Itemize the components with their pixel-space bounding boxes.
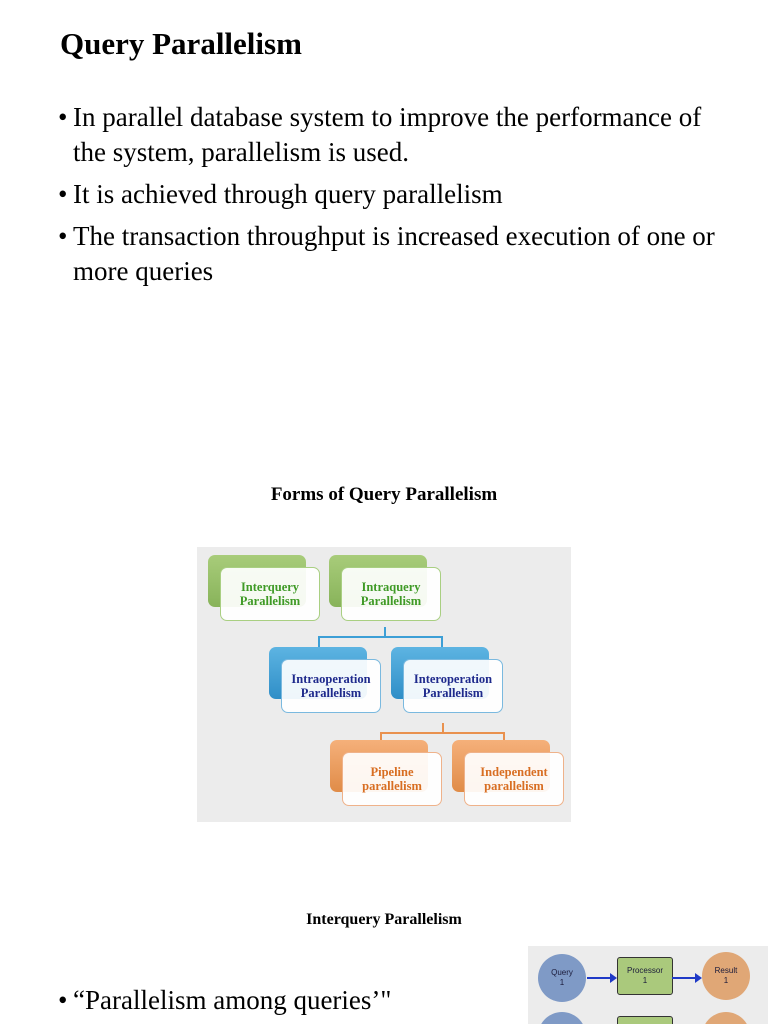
bullet-item bbox=[58, 100, 738, 170]
pipeline-node bbox=[330, 740, 442, 806]
section-caption: Interquery Parallelism bbox=[306, 911, 462, 928]
query-node bbox=[538, 954, 586, 1002]
result-number: 1 bbox=[723, 976, 729, 985]
interoperation-label: Interoperation Parallelism bbox=[403, 659, 503, 713]
result-node-partial bbox=[702, 1012, 750, 1024]
bullet-text: In parallel database system to improve the performance of the system, parallelism is used. bbox=[73, 102, 702, 167]
bullet-text: The transaction throughput is increased execution of one or more queries bbox=[73, 221, 715, 286]
independent-node bbox=[452, 740, 564, 806]
connector-line bbox=[384, 627, 386, 637]
parallelism-diagram bbox=[197, 547, 571, 822]
interquery-node bbox=[208, 555, 320, 621]
intraquery-node bbox=[329, 555, 441, 621]
result-node bbox=[702, 952, 750, 1000]
bullet-icon: • bbox=[58, 179, 68, 209]
processor-label: Processor bbox=[626, 966, 663, 975]
interquery-figure bbox=[528, 946, 768, 1024]
processor-node-partial bbox=[617, 1016, 673, 1024]
independent-label: Independent parallelism bbox=[464, 752, 564, 806]
query-node-partial bbox=[538, 1012, 586, 1024]
bullet-icon: • bbox=[58, 221, 68, 251]
processor-number: 1 bbox=[642, 976, 648, 985]
connector-line bbox=[442, 723, 444, 733]
bullet-item bbox=[58, 177, 738, 212]
bullet-item bbox=[58, 983, 391, 1018]
bullet-item bbox=[58, 219, 738, 289]
arrow-icon bbox=[672, 977, 700, 979]
pipeline-label: Pipeline parallelism bbox=[342, 752, 442, 806]
query-label: Query bbox=[551, 968, 573, 977]
intraquery-label: Intraquery Parallelism bbox=[341, 567, 441, 621]
intraoperation-label: Intraoperation Parallelism bbox=[281, 659, 381, 713]
bullet-icon: • bbox=[58, 102, 68, 132]
query-number: 1 bbox=[559, 978, 565, 987]
arrow-icon bbox=[587, 977, 615, 979]
interquery-label: Interquery Parallelism bbox=[220, 567, 320, 621]
bullet-text: “Parallelism among queries’" bbox=[73, 985, 392, 1015]
processor-node bbox=[617, 957, 673, 995]
bullet-list bbox=[58, 100, 738, 296]
bullet-icon: • bbox=[58, 985, 68, 1015]
diagram-caption: Forms of Query Parallelism bbox=[270, 484, 498, 505]
intraoperation-node bbox=[269, 647, 381, 713]
bullet-text: It is achieved through query parallelism bbox=[73, 179, 503, 209]
interoperation-node bbox=[391, 647, 503, 713]
result-label: Result bbox=[714, 966, 738, 975]
page-title: Query Parallelism bbox=[60, 26, 302, 61]
connector-line bbox=[318, 636, 442, 638]
